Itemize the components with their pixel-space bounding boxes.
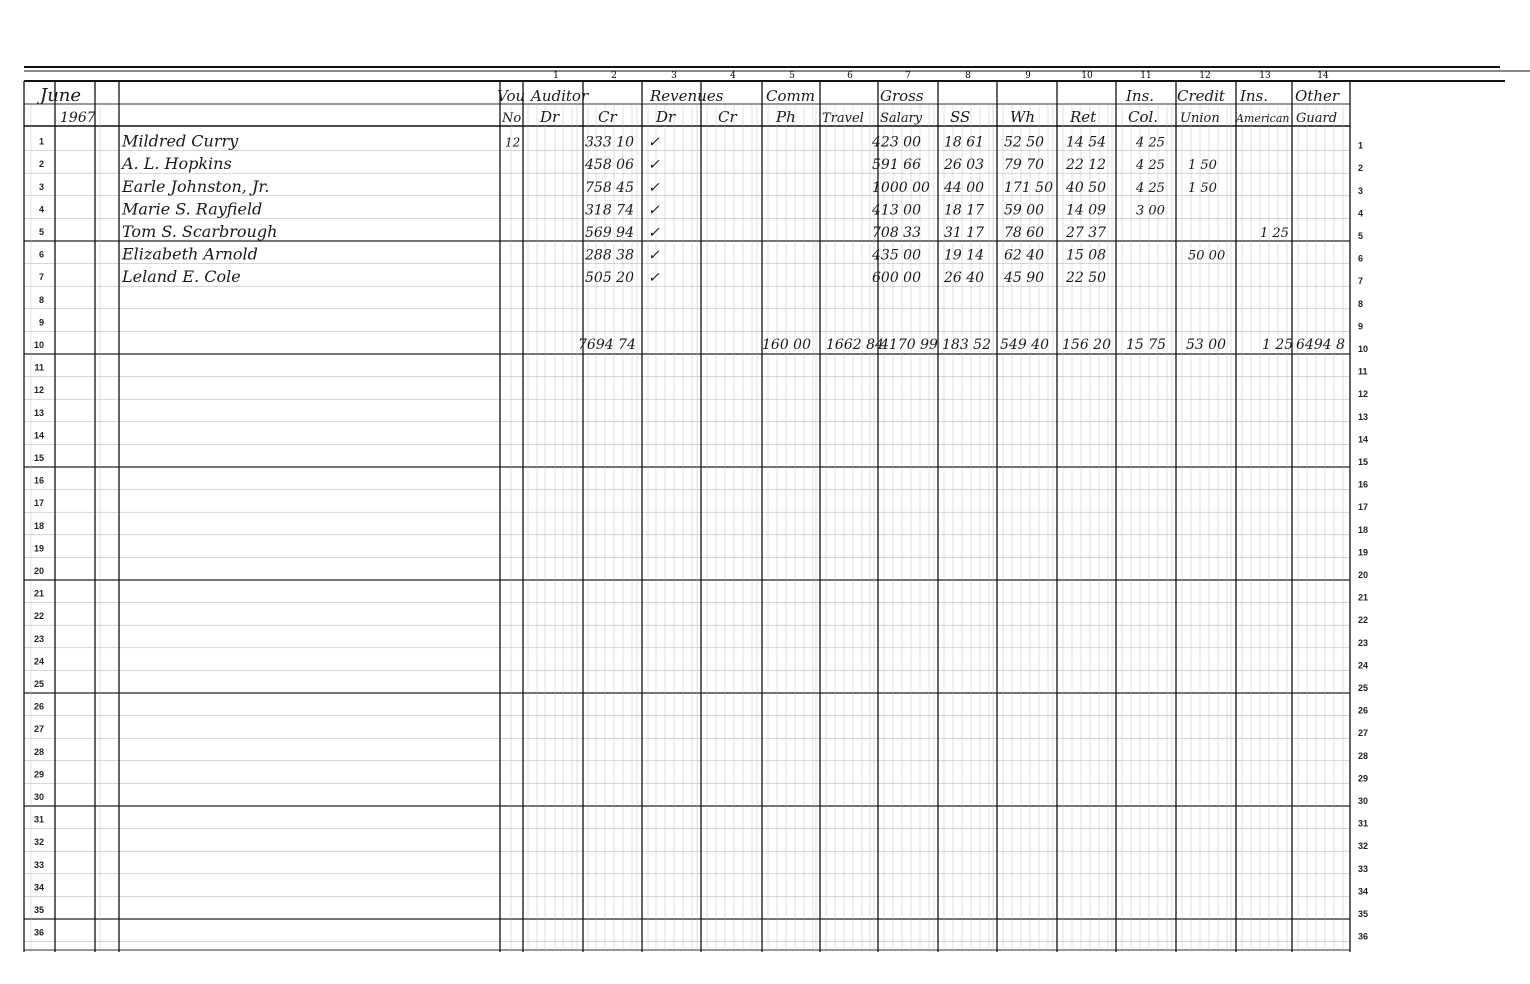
entry-name: Leland E. Cole: [122, 267, 241, 287]
entry-wh: 59 00: [1004, 202, 1045, 219]
row-number-right: 31: [1358, 818, 1369, 829]
ledger-row: [121, 267, 1106, 286]
row-number-left: 7: [38, 272, 44, 283]
entry-wh: 62 40: [1004, 247, 1045, 264]
col-num-9: 9: [1025, 71, 1031, 81]
hdr-comm: Comm: [766, 87, 815, 105]
entry-gross: 708 33: [872, 225, 921, 241]
row-number-left: 6: [38, 249, 44, 260]
hdr-auditor-cr: Cr: [598, 108, 617, 126]
entry-name: A. L. Hopkins: [122, 154, 232, 174]
total-ss: 183 52: [942, 337, 991, 353]
ledger-row: [121, 245, 1225, 264]
row-number-left: 18: [33, 520, 44, 531]
entry-name: Mildred Curry: [122, 131, 239, 151]
entry-gross: 423 00: [872, 134, 921, 151]
entry-ret: 22 12: [1066, 157, 1107, 174]
entry-ins-col: 4 25: [1136, 158, 1165, 174]
row-number-right: 19: [1358, 547, 1369, 558]
hdr-wh: Wh: [1010, 108, 1036, 126]
row-number-left: 30: [33, 792, 44, 802]
total-wh: 549 40: [1000, 337, 1049, 353]
entry-gross: 1000 00: [872, 179, 930, 196]
entry-ss: 19 14: [944, 247, 985, 264]
entry-name: Earle Johnston, Jr.: [122, 176, 270, 196]
entry-check: ✓: [648, 179, 660, 196]
ledger-row: [121, 132, 1165, 151]
entry-wh: 78 60: [1004, 225, 1045, 241]
total-auditor-cr: 7694 74: [578, 337, 636, 353]
entry-ins-col: 3 00: [1136, 203, 1165, 219]
row-number-left: 28: [33, 746, 44, 757]
entry-ins-american: 1 25: [1260, 226, 1289, 241]
hdr-union: Union: [1180, 111, 1220, 126]
entry-check: ✓: [648, 270, 660, 287]
col-num-10: 10: [1081, 71, 1093, 81]
col-num-5: 5: [789, 71, 795, 81]
row-number-right: 33: [1358, 863, 1369, 874]
row-number-left: 4: [38, 204, 44, 215]
total-ins-american: 1 25: [1262, 337, 1294, 353]
row-number-right: 12: [1358, 389, 1369, 400]
row-number-right: 36: [1358, 931, 1369, 942]
row-number-left: 35: [33, 905, 44, 915]
row-number-left: 21: [33, 588, 44, 599]
month-label: June: [40, 85, 82, 106]
total-gross: 4170 99: [880, 337, 938, 353]
row-number-left: 8: [38, 294, 44, 305]
ledger-row: [121, 199, 1165, 218]
row-number-right: 24: [1358, 660, 1369, 671]
row-number-left: 5: [38, 227, 44, 237]
row-number-left: 25: [33, 679, 44, 689]
col-num-1: 1: [553, 71, 559, 81]
entry-gross: 600 00: [872, 270, 921, 287]
entry-name: Marie S. Rayfield: [122, 199, 263, 219]
ledger-row: [122, 222, 1289, 241]
hdr-ret: Ret: [1070, 108, 1097, 126]
row-number-left: 31: [33, 814, 44, 825]
entry-ss: 18 61: [944, 134, 985, 151]
entry-ret: 14 54: [1066, 134, 1107, 151]
entry-ret: 15 08: [1066, 247, 1107, 264]
entry-vou: 12: [505, 135, 521, 150]
entry-wh: 52 50: [1004, 134, 1045, 151]
row-number-left: 3: [38, 181, 44, 192]
row-number-right: 26: [1358, 705, 1369, 716]
row-number-right: 11: [1358, 366, 1368, 377]
row-numbers-right: [1358, 141, 1368, 942]
row-number-right: 9: [1358, 321, 1364, 332]
total-other-guard: 6494 8: [1296, 337, 1345, 353]
row-number-left: 36: [33, 927, 44, 938]
entry-ss: 31 17: [944, 225, 985, 241]
entry-name: Elizabeth Arnold: [122, 244, 258, 264]
hdr-auditor-dr: Dr: [540, 108, 560, 126]
entry-ss: 44 00: [944, 179, 985, 196]
row-number-right: 13: [1358, 411, 1369, 422]
entry-credit-union: 50 00: [1188, 248, 1226, 264]
entry-check: ✓: [648, 202, 660, 219]
entry-gross: 413 00: [872, 202, 921, 219]
row-number-left: 13: [33, 407, 44, 418]
row-number-left: 27: [33, 724, 44, 735]
entry-auditor-cr: 288 38: [585, 247, 634, 264]
row-number-right: 18: [1358, 524, 1369, 535]
row-number-left: 14: [33, 430, 44, 441]
total-comm-ph: 160 00: [762, 337, 811, 353]
entry-auditor-cr: 318 74: [585, 202, 634, 219]
row-number-right: 3: [1358, 185, 1364, 196]
row-number-left: 34: [33, 882, 44, 893]
entry-wh: 171 50: [1004, 179, 1053, 196]
row-number-left: 15: [33, 453, 44, 463]
row-number-right: 30: [1358, 796, 1369, 806]
hdr-ins-1: Ins.: [1126, 87, 1155, 105]
row-number-right: 10: [1358, 344, 1369, 354]
hdr-travel: Travel: [822, 111, 864, 126]
hdr-other: Other: [1295, 87, 1340, 105]
row-number-right: 22: [1358, 615, 1369, 626]
entry-wh: 79 70: [1004, 157, 1045, 174]
col-num-4: 4: [730, 71, 736, 81]
row-number-right: 7: [1358, 276, 1364, 287]
total-ins-col: 15 75: [1126, 337, 1167, 353]
row-number-right: 32: [1358, 841, 1369, 852]
entry-ret: 27 37: [1066, 225, 1107, 241]
entry-ss: 18 17: [944, 202, 985, 219]
entry-ins-col: 4 25: [1136, 180, 1165, 196]
row-number-right: 15: [1358, 457, 1369, 467]
hdr-col: Col.: [1128, 108, 1159, 126]
entry-ss: 26 03: [944, 157, 985, 174]
row-number-right: 16: [1358, 479, 1369, 490]
col-num-8: 8: [965, 71, 971, 81]
row-number-left: 24: [33, 656, 44, 667]
entry-wh: 45 90: [1004, 270, 1045, 287]
entry-credit-union: 1 50: [1188, 180, 1217, 196]
row-number-right: 1: [1358, 140, 1364, 151]
row-number-left: 26: [33, 701, 44, 712]
row-number-left: 29: [33, 769, 44, 780]
entry-auditor-cr: 569 94: [585, 225, 634, 241]
col-num-12: 12: [1199, 71, 1211, 81]
col-num-7: 7: [905, 71, 911, 81]
row-number-right: 28: [1358, 750, 1369, 761]
entry-ret: 22 50: [1066, 270, 1107, 287]
row-number-right: 20: [1358, 570, 1369, 580]
entry-check: ✓: [648, 247, 660, 264]
row-number-right: 6: [1358, 253, 1364, 264]
col-num-13: 13: [1259, 71, 1271, 81]
hdr-credit: Credit: [1177, 87, 1225, 105]
entry-check: ✓: [648, 225, 660, 241]
row-number-right: 27: [1358, 728, 1369, 739]
row-number-right: 35: [1358, 909, 1369, 919]
year-label: 1967: [60, 110, 96, 126]
col-num-11: 11: [1140, 71, 1152, 81]
row-numbers-left: [34, 137, 44, 938]
hdr-comm-ph: Ph: [776, 108, 796, 126]
entry-ret: 40 50: [1066, 179, 1107, 196]
hdr-auditor: Auditor: [531, 87, 589, 105]
total-travel: 1662 84: [826, 337, 884, 353]
row-number-right: 21: [1358, 592, 1369, 603]
entry-ins-col: 4 25: [1136, 135, 1165, 151]
row-number-left: 17: [33, 498, 44, 509]
entry-ss: 26 40: [944, 270, 985, 287]
total-credit-union: 53 00: [1186, 337, 1227, 353]
row-number-right: 17: [1358, 502, 1369, 513]
hdr-salary: Salary: [880, 111, 923, 126]
row-number-right: 5: [1358, 231, 1364, 241]
total-ret: 156 20: [1062, 337, 1111, 353]
hdr-ss: SS: [950, 108, 971, 126]
row-number-left: 2: [38, 159, 44, 170]
row-number-right: 4: [1358, 208, 1364, 219]
row-number-right: 2: [1358, 163, 1364, 174]
row-number-right: 34: [1358, 886, 1369, 897]
col-num-3: 3: [671, 71, 677, 81]
row-number-right: 29: [1358, 773, 1369, 784]
hdr-vou: Vou: [497, 87, 526, 105]
row-number-left: 10: [33, 340, 44, 350]
hdr-guard: Guard: [1296, 111, 1338, 126]
entry-credit-union: 1 50: [1188, 158, 1217, 174]
ledger-row: [120, 154, 1217, 173]
column-numbers: [553, 71, 1329, 81]
col-num-2: 2: [611, 71, 617, 81]
col-num-6: 6: [847, 71, 853, 81]
col-num-14: 14: [1317, 71, 1329, 81]
entry-gross: 435 00: [872, 247, 921, 264]
ledger-entries: [120, 132, 1289, 287]
row-number-right: 8: [1358, 298, 1364, 309]
row-number-right: 23: [1358, 637, 1369, 648]
totals-row: [578, 337, 1345, 353]
hdr-no: No: [502, 111, 522, 126]
row-number-left: 33: [33, 859, 44, 870]
entry-auditor-cr: 458 06: [585, 157, 634, 174]
entry-ret: 14 09: [1066, 202, 1107, 219]
entry-check: ✓: [648, 157, 660, 174]
hdr-american: American: [1236, 112, 1290, 125]
header-handwriting: [36, 85, 1340, 126]
entry-name: Tom S. Scarbrough: [122, 222, 278, 241]
entry-gross: 591 66: [872, 157, 921, 174]
hdr-gross: Gross: [880, 87, 924, 105]
row-number-left: 22: [33, 611, 44, 622]
row-number-left: 12: [33, 385, 44, 396]
row-number-left: 16: [33, 475, 44, 486]
entry-auditor-cr: 505 20: [585, 270, 634, 287]
row-number-left: 19: [33, 543, 44, 554]
entry-check: ✓: [648, 134, 660, 151]
hdr-revenues: Revenues: [650, 87, 724, 105]
entry-auditor-cr: 333 10: [585, 134, 634, 151]
row-number-right: 14: [1358, 434, 1369, 445]
row-number-left: 11: [34, 362, 44, 373]
row-number-left: 32: [33, 837, 44, 848]
ledger-row: [121, 177, 1217, 196]
hdr-revenues-dr: Dr: [656, 108, 676, 126]
entry-auditor-cr: 758 45: [585, 179, 634, 196]
hdr-revenues-cr: Cr: [718, 108, 737, 126]
row-number-left: 9: [38, 317, 44, 328]
row-number-left: 1: [38, 136, 44, 147]
row-number-left: 23: [33, 633, 44, 644]
hdr-ins-2: Ins.: [1240, 87, 1269, 105]
row-number-left: 20: [33, 566, 44, 576]
row-number-right: 25: [1358, 683, 1369, 693]
